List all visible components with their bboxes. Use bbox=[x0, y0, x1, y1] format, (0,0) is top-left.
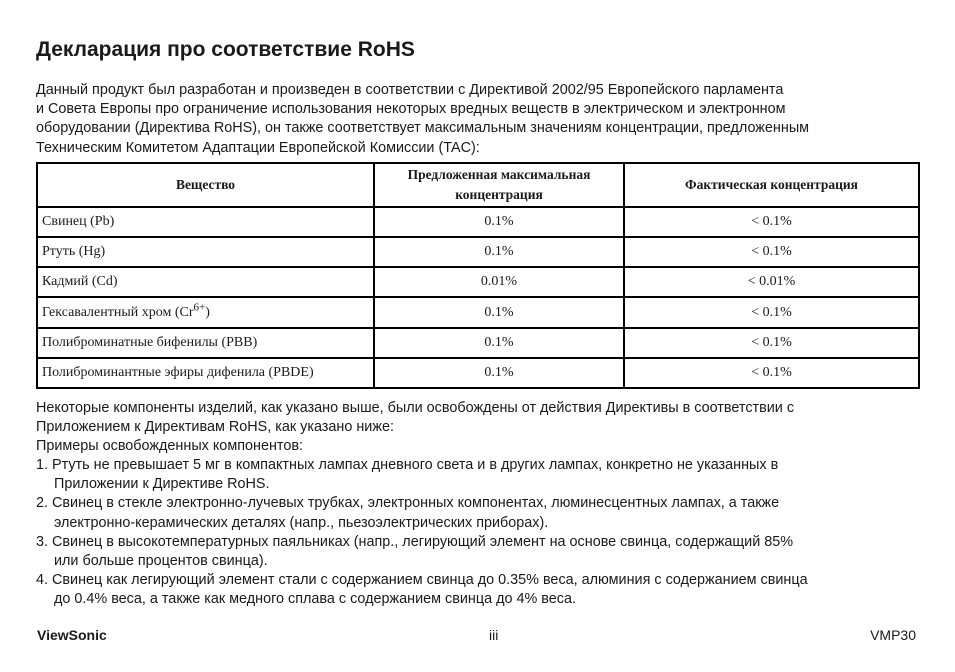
header-substance: Вещество bbox=[38, 164, 375, 208]
table-row bbox=[38, 268, 918, 298]
proposed-cell: 0.1% bbox=[375, 359, 625, 387]
substance-suffix: ) bbox=[205, 304, 210, 320]
exemption-item-continuation: до 0.4% веса, а также как медного сплава с содержанием свинца до 4% веса. bbox=[54, 590, 576, 607]
page-title: Декларация про соответствие RoHS bbox=[36, 38, 415, 61]
intro-line: Данный продукт был разработан и произведен в соответствии с Директивой 2002/95 Европейского парламента bbox=[36, 82, 784, 98]
proposed-cell: 0.1% bbox=[375, 238, 625, 268]
proposed-cell: 0.1% bbox=[375, 329, 625, 359]
exemption-item-continuation: электронно-керамических деталях (напр., пьезоэлектрических приборах). bbox=[54, 514, 549, 531]
table-row bbox=[38, 298, 918, 329]
intro-line: Техническим Комитетом Адаптации Европейской Комиссии (TAC): bbox=[36, 139, 480, 156]
exemption-item: 3. Свинец в высокотемпературных паяльниках (напр., легирующий элемент на основе свинца, содержащий 85% bbox=[36, 533, 794, 550]
substance-cell: Кадмий (Cd) bbox=[38, 268, 375, 298]
exemption-item: 2. Свинец в стекле электронно-лучевых трубках, электронных компонентах, люминесцентных лампах, а также bbox=[36, 495, 780, 512]
exemption-item: 1. Ртуть не превышает 5 мг в компактных лампах дневного света и в других лампах, конкретно не указанных в bbox=[36, 457, 779, 474]
actual-cell: < 0.1% bbox=[625, 329, 918, 359]
substance-cell bbox=[38, 298, 375, 329]
table-header-row bbox=[38, 164, 918, 208]
proposed-cell: 0.01% bbox=[375, 268, 625, 298]
substance-cell: Полиброминатные бифенилы (PBB) bbox=[38, 329, 375, 359]
header-proposed: Предложенная максимальная концентрация bbox=[375, 164, 625, 208]
substance-cell: Полиброминантные эфиры дифенила (PBDE) bbox=[38, 359, 375, 387]
exemption-item-continuation: Приложении к Директиве RoHS. bbox=[54, 476, 270, 493]
footer-brand: ViewSonic bbox=[37, 627, 107, 643]
substance-text: Гексавалентный хром (Cr bbox=[42, 304, 194, 320]
header-actual: Фактическая концентрация bbox=[625, 164, 918, 208]
exemption-item-continuation: или больше процентов свинца). bbox=[54, 552, 268, 569]
table-row bbox=[38, 359, 918, 387]
intro-paragraph bbox=[36, 81, 921, 158]
footer-model: VMP30 bbox=[870, 627, 916, 643]
exemption-item: 4. Свинец как легирующий элемент стали с содержанием свинца до 0.35% веса, алюминия с содержанием свинца bbox=[36, 571, 808, 588]
actual-cell: < 0.01% bbox=[625, 268, 918, 298]
exemptions-line: Некоторые компоненты изделий, как указано выше, были освобождены от действия Директивы в соответствии с bbox=[36, 400, 795, 416]
table-row bbox=[38, 238, 918, 268]
intro-line: оборудовании (Директива RoHS), он также соответствует максимальным значениям концентрации, предложенным bbox=[36, 120, 810, 137]
intro-line: и Совета Европы про ограничение использования некоторых вредных веществ в электрическом и электронном bbox=[36, 101, 786, 118]
exemptions-line: Примеры освобожденных компонентов: bbox=[36, 438, 303, 455]
footer-page-number: iii bbox=[489, 627, 499, 643]
rohs-concentration-table bbox=[36, 162, 920, 389]
table-row bbox=[38, 329, 918, 359]
actual-cell: < 0.1% bbox=[625, 208, 918, 238]
substance-cell: Ртуть (Hg) bbox=[38, 238, 375, 268]
table-row bbox=[38, 208, 918, 238]
proposed-cell: 0.1% bbox=[375, 298, 625, 329]
proposed-cell: 0.1% bbox=[375, 208, 625, 238]
actual-cell: < 0.1% bbox=[625, 298, 918, 329]
exemptions-section bbox=[36, 399, 921, 609]
actual-cell: < 0.1% bbox=[625, 238, 918, 268]
exemptions-line: Приложением к Директивам RoHS, как указано ниже: bbox=[36, 419, 394, 436]
oxidation-superscript: 6+ bbox=[193, 300, 206, 313]
substance-cell: Свинец (Pb) bbox=[38, 208, 375, 238]
actual-cell: < 0.1% bbox=[751, 365, 792, 380]
